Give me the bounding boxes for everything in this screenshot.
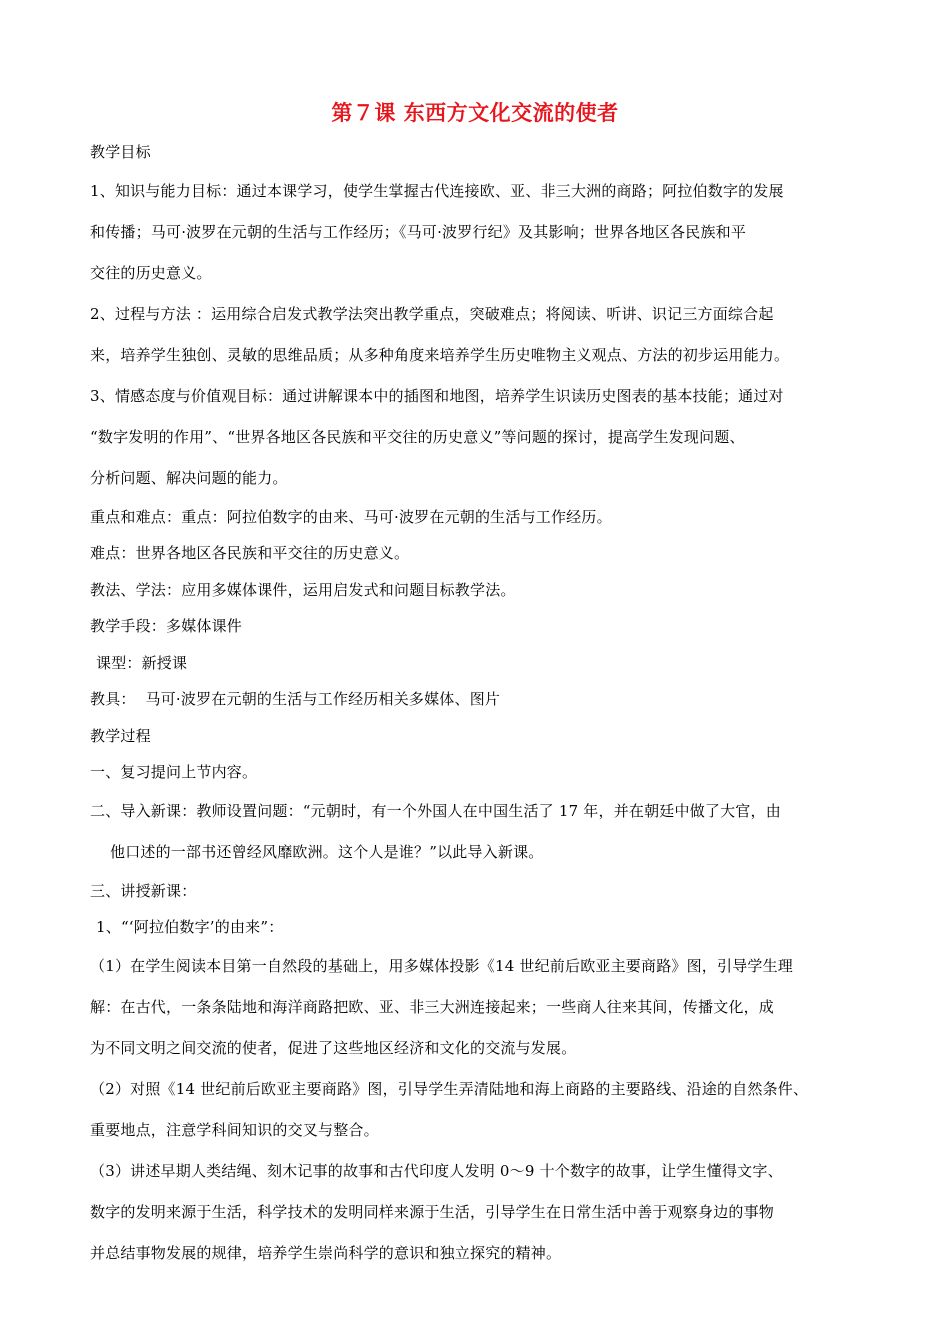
teaching-tools: 教具： 马可·波罗在元朝的生活与工作经历相关多媒体、图片	[90, 690, 501, 708]
step-1: 一、复习提问上节内容。	[90, 763, 258, 781]
goal-1-paragraph	[90, 171, 870, 294]
goal-1-line-2: 和传播；马可·波罗在元朝的生活与工作经历；《马可·波罗行纪》及其影响；世界各地区各民族和平	[90, 222, 747, 241]
goal-1-line-3: 交往的历史意义。	[90, 263, 212, 282]
goal-3-line-1: 3、情感态度与价值观目标：通过讲解课本中的插图和地图，培养学生识读历史图表的基本技能；通过对	[90, 386, 784, 405]
sub-1: 1、“‘阿拉伯数字’的由来”：	[96, 918, 284, 936]
item-3-line-2: 数字的发明来源于生活，科学技术的发明同样来源于生活，引导学生在日常生活中善于观察身边的事物	[90, 1202, 775, 1221]
step-3: 三、讲授新课：	[90, 881, 197, 900]
process-heading: 教学过程	[90, 726, 151, 745]
item-2-line-1: （2）对照《14 世纪前后欧亚主要商路》图，引导学生弄清陆地和海上商路的主要路线、沿途的自然条件、	[90, 1079, 809, 1098]
item-1-line-1: （1）在学生阅读本目第一自然段的基础上，用多媒体投影《14 世纪前后欧亚主要商路》图，引导学生理	[90, 956, 794, 975]
goal-heading: 教学目标	[90, 143, 151, 161]
item-2-paragraph	[90, 1069, 870, 1151]
document-body	[90, 134, 870, 1274]
item-2-line-2: 重要地点，注意学科间知识的交叉与整合。	[90, 1120, 379, 1139]
step-2-line-2: 他口述的一部书还曾经风靡欧洲。这个人是谁？”以此导入新课。	[110, 842, 544, 861]
key-points: 重点和难点：重点：阿拉伯数字的由来、马可·波罗在元朝的生活与工作经历。	[90, 507, 612, 526]
goal-3-paragraph	[90, 376, 870, 499]
item-3-line-1: （3）讲述早期人类结绳、刻木记事的故事和古代印度人发明 0～9 十个数字的故事，让学生懂得文字、	[90, 1161, 783, 1180]
difficulty: 难点：世界各地区各民族和平交往的历史意义。	[90, 544, 410, 562]
item-1-line-3: 为不同文明之间交流的使者，促进了这些地区经济和文化的交流与发展。	[90, 1038, 577, 1057]
step-2-paragraph	[90, 791, 870, 873]
teaching-means: 教学手段：多媒体课件	[90, 617, 243, 635]
item-1-paragraph	[90, 946, 870, 1069]
goal-3-line-2: “数字发明的作用”、“世界各地区各民族和平交往的历史意义”等问题的探讨，提高学生发现问题、	[90, 427, 745, 446]
teaching-methods: 教法、学法：应用多媒体课件，运用启发式和问题目标教学法。	[90, 580, 516, 599]
page-title: 第７课 东西方文化交流的使者	[331, 100, 619, 125]
item-1-line-2: 解：在古代，一条条陆地和海洋商路把欧、亚、非三大洲连接起来；一些商人往来其间，传播文化，成	[90, 997, 775, 1016]
goal-1-line-1: 1、知识与能力目标：通过本课学习，使学生掌握古代连接欧、亚、非三大洲的商路；阿拉伯数字的发展	[90, 181, 784, 200]
step-2-line-1: 二、导入新课：教师设置问题：“元朝时，有一个外国人在中国生活了 17 年，并在朝廷中做了大官，由	[90, 801, 781, 820]
goal-2-line-2: 来，培养学生独创、灵敏的思维品质；从多种角度来培养学生历史唯物主义观点、方法的初步运用能力。	[90, 345, 790, 364]
lesson-type: 课型：新授课	[96, 653, 188, 672]
goal-2-paragraph	[90, 294, 870, 376]
goal-3-line-3: 分析问题、解决问题的能力。	[90, 468, 288, 487]
goal-2-line-1: 2、过程与方法 ：运用综合启发式教学法突出教学重点，突破难点；将阅读、听讲、识记三方面综合起	[90, 304, 774, 323]
item-3-paragraph	[90, 1151, 870, 1274]
item-3-line-3: 并总结事物发展的规律，培养学生崇尚科学的意识和独立探究的精神。	[90, 1243, 562, 1262]
